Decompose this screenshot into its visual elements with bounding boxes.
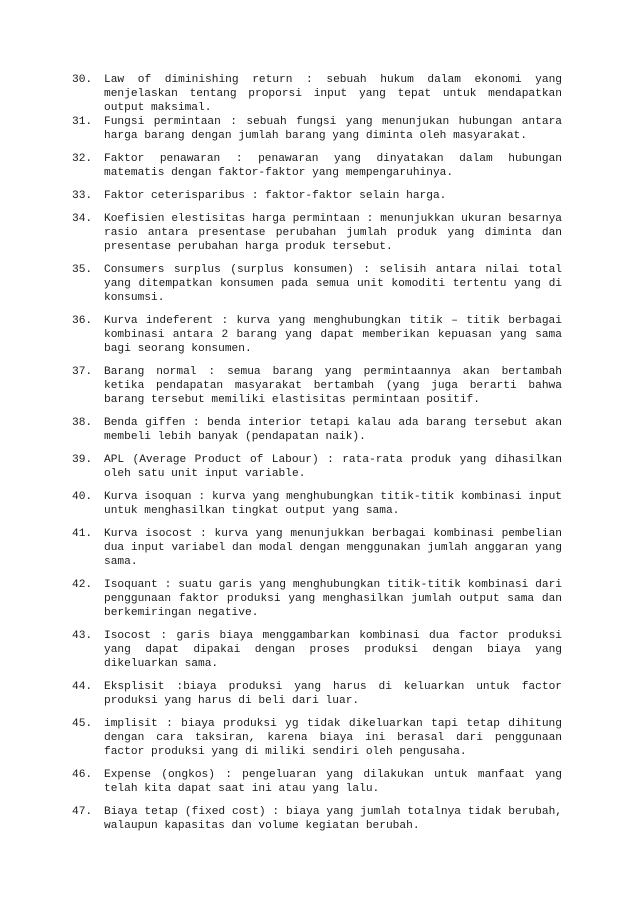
list-item [72, 152, 562, 180]
item-text: Kurva isoquan : kurva yang menghubungkan titik-titik kombinasi input untuk menghasilkan tingkat output yang sama. [104, 491, 562, 517]
item-text: Law of diminishing return : sebuah hukum dalam ekonomi yang menjelaskan tentang proporsi input yang tepat untuk mendapatkan output maksimal. [104, 74, 562, 114]
list-item [72, 490, 562, 518]
item-number: 44. [72, 681, 93, 693]
item-text: Benda giffen : benda interior tetapi kalau ada barang tersebut akan membeli lebih banyak (pendapatan naik). [104, 417, 562, 443]
item-text: Consumers surplus (surplus konsumen) : selisih antara nilai total yang ditempatkan konsumen pada semua unit komoditi tertentu yang di konsumsi. [104, 264, 562, 304]
item-text: Isoquant : suatu garis yang menghubungkan titik-titik kombinasi dari penggunaan faktor produksi yang menghasilkan jumlah output sama dan berkemiringan negative. [104, 579, 562, 619]
item-number: 30. [72, 74, 93, 86]
list-item [72, 578, 562, 620]
item-text: Barang normal : semua barang yang permintaannya akan bertambah ketika pendapatan masyarakat bertambah (yang juga berarti bahwa barang tersebut memiliki elastisitas permintaan positif. [104, 366, 562, 406]
item-number: 47. [72, 806, 93, 818]
item-number: 34. [72, 213, 93, 225]
item-number: 39. [72, 454, 93, 466]
list-item [72, 189, 562, 203]
item-number: 36. [72, 315, 93, 327]
list-item [72, 263, 562, 305]
item-text: Biaya tetap (fixed cost) : biaya yang jumlah totalnya tidak berubah, walaupun kapasitas dan volume kegiatan berubah. [104, 806, 562, 832]
item-text: APL (Average Product of Labour) : rata-rata produk yang dihasilkan oleh satu unit input variable. [104, 454, 562, 480]
item-number: 43. [72, 630, 93, 642]
item-number: 37. [72, 366, 93, 378]
list-item [72, 629, 562, 671]
list-item [72, 768, 562, 796]
list-item [72, 212, 562, 254]
item-text: Faktor ceterisparibus : faktor-faktor selain harga. [104, 190, 447, 202]
item-number: 33. [72, 190, 93, 202]
item-text: Expense (ongkos) : pengeluaran yang dilakukan untuk manfaat yang telah kita dapat saat ini atau yang lalu. [104, 769, 562, 795]
list-item [72, 365, 562, 407]
list-item [72, 453, 562, 481]
item-text: Kurva indeferent : kurva yang menghubungkan titik – titik berbagai kombinasi antara 2 barang yang dapat memberikan kepuasan yang sama bagi seorang konsumen. [104, 315, 562, 355]
item-text: implisit : biaya produksi yg tidak dikeluarkan tapi tetap dihitung dengan cara taksiran, karena biaya ini berasal dari penggunaan factor produksi yang di miliki sendiri oleh pengusaha. [104, 718, 562, 758]
item-number: 41. [72, 528, 93, 540]
item-text: Koefisien elestisitas harga permintaan : menunjukkan ukuran besarnya rasio antara presentase perubahan jumlah produk yang diminta dan presentase perubahan harga produk tersebut. [104, 213, 562, 253]
item-text: Kurva isocost : kurva yang menunjukkan berbagai kombinasi pembelian dua input variabel dan modal dengan menggunakan jumlah anggaran yang sama. [104, 528, 562, 568]
glossary-list [72, 73, 562, 833]
item-text: Fungsi permintaan : sebuah fungsi yang menunjukan hubungan antara harga barang dengan jumlah barang yang diminta oleh masyarakat. [104, 116, 562, 142]
item-number: 32. [72, 153, 93, 165]
list-item [72, 115, 562, 143]
list-item [72, 416, 562, 444]
item-number: 45. [72, 718, 93, 730]
list-item [72, 680, 562, 708]
item-number: 38. [72, 417, 93, 429]
item-text: Eksplisit :biaya produksi yang harus di keluarkan untuk factor produksi yang harus di beli dari luar. [104, 681, 562, 707]
list-item [72, 805, 562, 833]
item-text: Faktor penawaran : penawaran yang dinyatakan dalam hubungan matematis dengan faktor-faktor yang mempengaruhinya. [104, 153, 562, 179]
item-number: 42. [72, 579, 93, 591]
item-number: 35. [72, 264, 93, 276]
list-item [72, 314, 562, 356]
item-number: 40. [72, 491, 93, 503]
item-number: 31. [72, 116, 93, 128]
item-text: Isocost : garis biaya menggambarkan kombinasi dua factor produksi yang dapat dipakai dengan proses produksi dengan biaya yang dikeluarkan sama. [104, 630, 562, 670]
list-item [72, 527, 562, 569]
list-item [72, 73, 562, 115]
list-item [72, 717, 562, 759]
item-number: 46. [72, 769, 93, 781]
